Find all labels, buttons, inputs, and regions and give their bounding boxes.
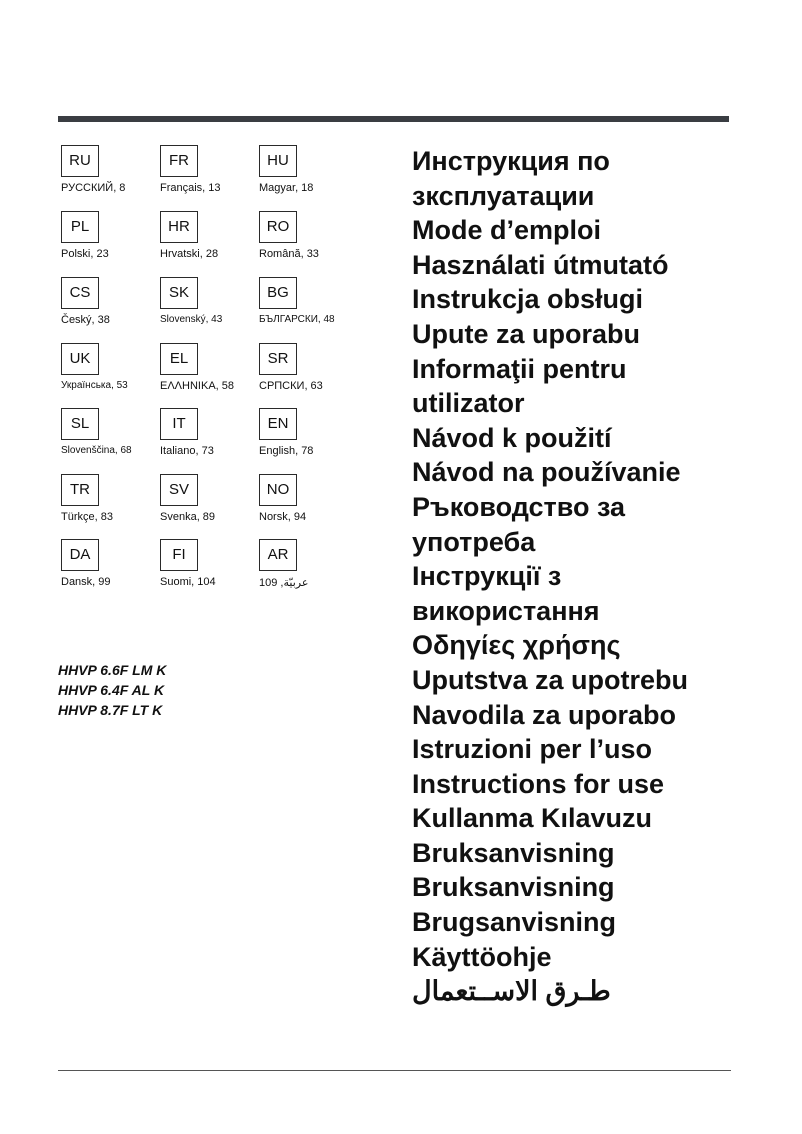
manual-title-line: Instructions for use bbox=[412, 768, 665, 799]
manual-title-line: використання bbox=[412, 595, 600, 626]
language-entry-sr bbox=[259, 343, 389, 393]
manual-title-line: utilizator bbox=[412, 388, 525, 419]
language-page-label: Italiano, 73 bbox=[160, 445, 214, 457]
manual-title-line: Bruksanvisning bbox=[412, 872, 615, 903]
language-page-label: РУССКИЙ, 8 bbox=[61, 182, 126, 194]
language-page-label: Svenka, 89 bbox=[160, 511, 216, 523]
language-entry-ro bbox=[259, 211, 389, 261]
manual-title-line: Käyttöohje bbox=[412, 941, 552, 972]
language-code-box: RU bbox=[61, 145, 99, 177]
manual-title-line: Kullanma Kılavuzu bbox=[412, 803, 653, 834]
manual-title-line: Istruzioni per l’uso bbox=[412, 734, 653, 765]
language-code-box: RO bbox=[259, 211, 297, 243]
manual-title-line: употреба bbox=[412, 526, 536, 557]
language-page-label: Hrvatski, 28 bbox=[160, 248, 219, 260]
language-code-box: DA bbox=[61, 539, 99, 571]
manual-title-line: Használati útmutató bbox=[412, 249, 669, 280]
language-code-box: HU bbox=[259, 145, 297, 177]
language-page-label: Dansk, 99 bbox=[61, 576, 111, 588]
language-entry-hu bbox=[259, 145, 389, 195]
language-page-label: СРПСКИ, 63 bbox=[259, 380, 323, 392]
language-entry-en bbox=[259, 408, 389, 458]
model-name: HHVP 8.7F LT K bbox=[58, 702, 163, 718]
language-entry-no bbox=[259, 474, 389, 524]
language-code-box: SL bbox=[61, 408, 99, 440]
language-page-label: Română, 33 bbox=[259, 248, 319, 260]
language-code-box: SK bbox=[160, 277, 198, 309]
language-code-box: SV bbox=[160, 474, 198, 506]
language-entry-bg bbox=[259, 277, 389, 327]
bottom-rule bbox=[58, 1070, 731, 1071]
language-code-box: IT bbox=[160, 408, 198, 440]
language-page-label: English, 78 bbox=[259, 445, 314, 457]
language-page-label: عربيّة, 109 bbox=[259, 577, 309, 589]
language-page-label: Türkçe, 83 bbox=[61, 511, 113, 523]
language-code-box: UK bbox=[61, 343, 99, 375]
language-entry-ar bbox=[259, 539, 389, 589]
language-code-box: FR bbox=[160, 145, 198, 177]
manual-title-line: Informaţii pentru bbox=[412, 353, 627, 384]
language-page-label: Norsk, 94 bbox=[259, 511, 307, 523]
language-code-box: NO bbox=[259, 474, 297, 506]
language-code-box: BG bbox=[259, 277, 297, 309]
manual-title-line: Uputstva za upotrebu bbox=[412, 664, 689, 695]
manual-title-line: Návod k použití bbox=[412, 422, 612, 453]
language-page-label: БЪЛГАРСКИ, 48 bbox=[259, 314, 335, 325]
language-index bbox=[0, 0, 400, 620]
manual-title-line: Návod na používanie bbox=[412, 457, 681, 488]
language-page-label: Українська, 53 bbox=[61, 380, 128, 391]
language-page-label: ΕΛΛΗΝΙΚΑ, 58 bbox=[160, 380, 234, 392]
language-code-box: FI bbox=[160, 539, 198, 571]
language-page-label: Slovenščina, 68 bbox=[61, 445, 132, 456]
manual-title-line: Instrukcja obsługi bbox=[412, 284, 644, 315]
language-code-box: EN bbox=[259, 408, 297, 440]
model-name: HHVP 6.4F AL K bbox=[58, 682, 165, 698]
manual-title-line: طـرق الاســتعمال bbox=[412, 976, 611, 1007]
manual-title-line: Οδηγίες χρήσης bbox=[412, 630, 621, 661]
manual-title-line: Ръководство за bbox=[412, 491, 626, 522]
manual-title-line: зксплуатации bbox=[412, 180, 595, 211]
manual-title-line: Brugsanvisning bbox=[412, 907, 617, 938]
manual-title-line: Інструкції з bbox=[412, 561, 562, 592]
language-page-label: Český, 38 bbox=[61, 314, 110, 326]
language-code-box: SR bbox=[259, 343, 297, 375]
manual-titles bbox=[412, 144, 742, 1009]
language-page-label: Slovenský, 43 bbox=[160, 314, 223, 325]
manual-title-line: Bruksanvisning bbox=[412, 837, 615, 868]
manual-title-line: Mode d’emploi bbox=[412, 215, 601, 246]
model-name: HHVP 6.6F LM K bbox=[58, 662, 167, 678]
language-code-box: CS bbox=[61, 277, 99, 309]
model-list bbox=[58, 660, 166, 720]
language-code-box: EL bbox=[160, 343, 198, 375]
language-code-box: TR bbox=[61, 474, 99, 506]
manual-title-line: Navodila za uporabo bbox=[412, 699, 677, 730]
language-page-label: Magyar, 18 bbox=[259, 182, 314, 194]
language-page-label: Suomi, 104 bbox=[160, 576, 216, 588]
language-code-box: PL bbox=[61, 211, 99, 243]
language-code-box: AR bbox=[259, 539, 297, 571]
manual-title-line: Upute za uporabu bbox=[412, 318, 640, 349]
language-page-label: Français, 13 bbox=[160, 182, 221, 194]
language-code-box: HR bbox=[160, 211, 198, 243]
language-page-label: Polski, 23 bbox=[61, 248, 109, 260]
manual-title-line: Инструкция по bbox=[412, 146, 610, 176]
